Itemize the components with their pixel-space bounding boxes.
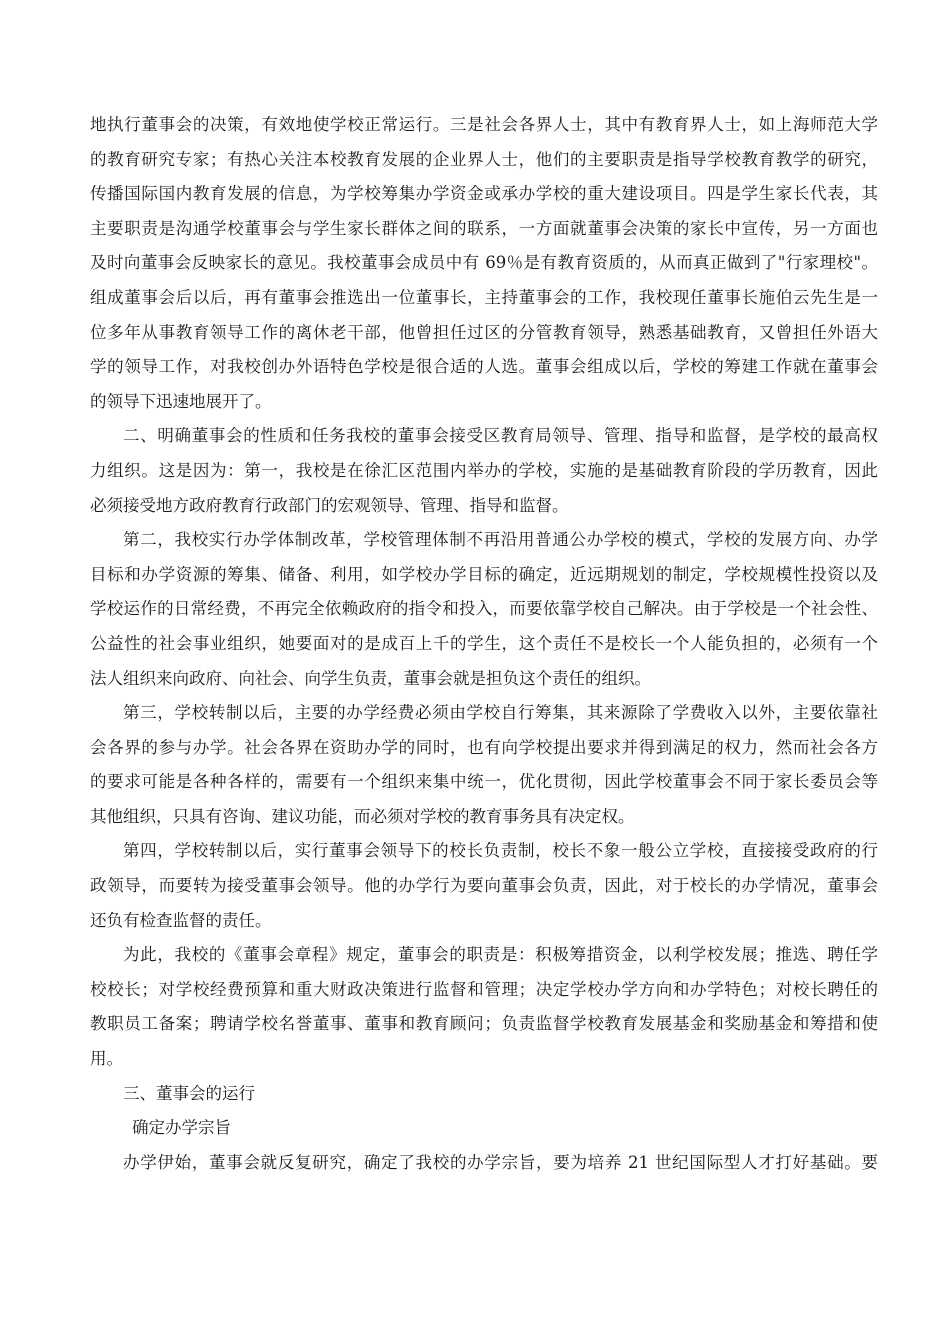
text-line: 政领导，而要转为接受董事会领导。他的办学行为要向董事会负责，因此，对于校长的办学情况，董事会 [90,876,878,896]
text-line: 必须接受地方政府教育行政部门的宏观领导、管理、指导和监督。 [90,495,569,515]
text-line: 及时向董事会反映家长的意见。我校董事会成员中有 69％是有教育资质的，从而真正做到了"行家理校"。 [90,253,878,273]
text-line: 学校运作的日常经费，不再完全依赖政府的指令和投入，而要依靠学校自己解决。由于学校是一个社会性、 [90,599,878,619]
document-page [90,108,878,1180]
subsection-heading: 确定办学宗旨 [132,1118,231,1138]
text-line: 学的领导工作，对我校创办外语特色学校是很合适的人选。董事会组成以后，学校的筹建工作就在董事会 [90,357,878,377]
text-line: 目标和办学资源的筹集、储备、利用，如学校办学目标的确定，近远期规划的制定，学校规模性投资以及 [90,564,878,584]
text-line: 教职员工备案；聘请学校名誉董事、董事和教育顾问；负责监督学校教育发展基金和奖励基金和筹措和使 [90,1014,878,1034]
text-line: 公益性的社会事业组织，她要面对的是成百上千的学生，这个责任不是校长一个人能负担的，必须有一个 [90,633,878,653]
section-heading-line: 二、明确董事会的性质和任务我校的董事会接受区教育局领导、管理、指导和监督，是学校的最高权 [123,426,878,446]
paragraph-first-line: 为此，我校的《董事会章程》规定，董事会的职责是：积极筹措资金，以利学校发展；推选、聘任学 [123,945,878,965]
text-line: 组成董事会后以后，再有董事会推选出一位董事长，主持董事会的工作，我校现任董事长施伯云先生是一 [90,287,878,307]
text-line: 的领导下迅速地展开了。 [90,391,272,411]
text-line: 校校长；对学校经费预算和重大财政决策进行监督和管理；决定学校办学方向和办学特色；对校长聘任的 [90,979,878,999]
text-line: 传播国际国内教育发展的信息，为学校筹集办学资金或承办学校的重大建设项目。四是学生家长代表，其 [90,184,878,204]
text-line: 的教育研究专家；有热心关注本校教育发展的企业界人士，他们的主要职责是指导学校教育教学的研究， [90,149,878,169]
text-line: 其他组织，只具有咨询、建议功能，而必须对学校的教育事务具有决定权。 [90,806,635,826]
text-line: 还负有检查监督的责任。 [90,910,272,930]
section-heading: 三、董事会的运行 [123,1083,255,1103]
paragraph-first-line: 第二，我校实行办学体制改革，学校管理体制不再沿用普通公办学校的模式，学校的发展方向、办学 [123,530,878,550]
text-line: 地执行董事会的决策，有效地使学校正常运行。三是社会各界人士，其中有教育界人士，如上海师范大学 [90,115,878,134]
text-line: 位多年从事教育领导工作的离休老干部，他曾担任过区的分管教育领导，熟悉基础教育，又曾担任外语大 [90,322,878,342]
text-line: 法人组织来向政府、向社会、向学生负责，董事会就是担负这个责任的组织。 [90,668,651,688]
text-line: 会各界的参与办学。社会各界在资助办学的同时，也有向学校提出要求并得到满足的权力，然而社会各方 [90,737,878,757]
text-line: 力组织。这是因为：第一，我校是在徐汇区范围内举办的学校，实施的是基础教育阶段的学历教育，因此 [90,460,878,480]
text-line: 的要求可能是各种各样的，需要有一个组织来集中统一，优化贯彻，因此学校董事会不同于家长委员会等 [90,772,878,792]
text-line: 用。 [90,1049,123,1069]
paragraph-first-line: 第三，学校转制以后，主要的办学经费必须由学校自行筹集，其来源除了学费收入以外，主要依靠社 [123,703,878,723]
paragraph-first-line: 办学伊始，董事会就反复研究，确定了我校的办学宗旨，要为培养 21 世纪国际型人才打好基础。要 [123,1152,878,1172]
paragraph-first-line: 第四，学校转制以后，实行董事会领导下的校长负责制，校长不象一般公立学校，直接接受政府的行 [123,841,878,861]
text-line: 主要职责是沟通学校董事会与学生家长群体之间的联系，一方面就董事会决策的家长中宣传，另一方面也 [90,218,878,238]
